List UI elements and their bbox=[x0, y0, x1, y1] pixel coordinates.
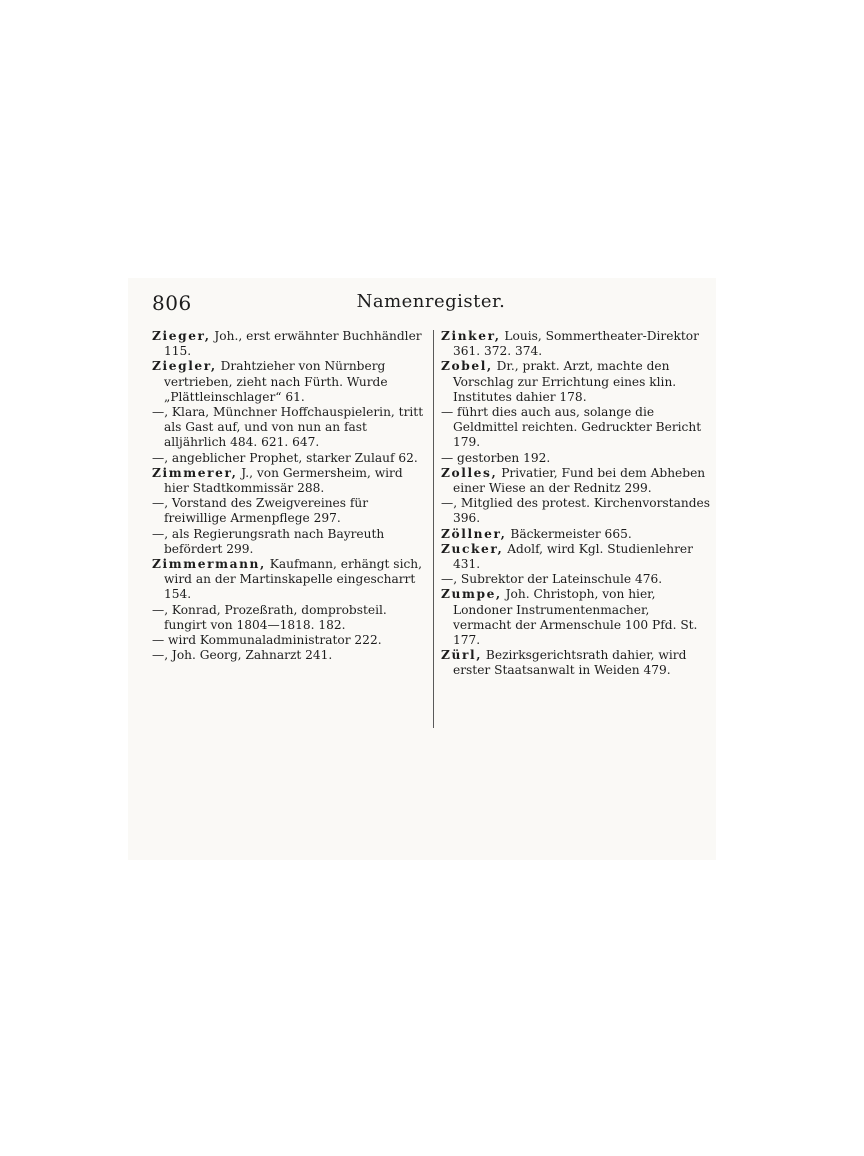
index-entry bbox=[441, 405, 711, 451]
index-entry bbox=[441, 359, 711, 405]
entry-text: Adolf, wird Kgl. Studienlehrer 431. bbox=[453, 541, 693, 572]
index-entry bbox=[152, 648, 426, 663]
entry-text: —, Vorstand des Zweigvereines für freiwillige Armenpflege 297. bbox=[152, 496, 369, 526]
entry-headword: Zumpe, bbox=[441, 587, 502, 602]
column-divider bbox=[433, 330, 434, 728]
entry-text: Dr., prakt. Arzt, machte den Vorschlag zur Errichtung eines klin. Institutes dahier 178. bbox=[453, 359, 677, 404]
entry-text: Louis, Sommertheater-Direktor 361. 372. 374. bbox=[453, 329, 699, 359]
entry-text: Joh. Christoph, von hier, Londoner Instrumentenmacher, vermacht der Armenschule 100 Pfd. St. 177. bbox=[453, 587, 698, 648]
entry-text: J., von Germersheim, wird hier Stadtkommissär 288. bbox=[164, 465, 403, 496]
entry-text: —, Klara, Münchner Hoffchauspielerin, tritt als Gast auf, und von nun an fast alljährlich 484. 621. 647. bbox=[152, 405, 424, 450]
index-entry bbox=[152, 603, 426, 633]
running-head: Namenregister. bbox=[356, 291, 506, 312]
entry-text: Joh., erst erwähnter Buchhändler 115. bbox=[164, 329, 422, 359]
index-entry bbox=[441, 542, 711, 572]
entry-text: — führt dies auch aus, solange die Geldmittel reichten. Gedruckter Bericht 179. bbox=[441, 405, 702, 450]
index-entry bbox=[441, 496, 711, 526]
index-entry bbox=[152, 405, 426, 451]
entry-text: —, als Regierungsrath nach Bayreuth befördert 299. bbox=[152, 526, 385, 556]
entry-text: —, Mitglied des protest. Kirchenvorstandes 396. bbox=[441, 496, 710, 526]
index-entry bbox=[441, 466, 711, 496]
index-entry bbox=[152, 329, 426, 359]
entry-text: —, angeblicher Prophet, starker Zulauf 62. bbox=[152, 450, 418, 465]
entry-text: — gestorben 192. bbox=[441, 450, 551, 465]
right-column bbox=[441, 329, 711, 679]
index-entry bbox=[441, 572, 711, 587]
index-entry bbox=[152, 466, 426, 496]
index-entry bbox=[152, 557, 426, 603]
entry-text: Drahtzieher von Nürnberg vertrieben, zieht nach Fürth. Wurde „Plättleinschlager“ 61. bbox=[164, 359, 388, 404]
entry-text: Bezirksgerichtsrath dahier, wird erster Staatsanwalt in Weiden 479. bbox=[453, 648, 687, 678]
index-entry bbox=[441, 329, 711, 359]
entry-text: Kaufmann, erhängt sich, wird an der Martinskapelle eingescharrt 154. bbox=[164, 557, 423, 602]
index-entry bbox=[152, 633, 426, 648]
entry-headword: Ziegler, bbox=[152, 359, 217, 374]
entry-text: Privatier, Fund bei dem Abheben einer Wiese an der Rednitz 299. bbox=[453, 465, 706, 496]
entry-text: —, Konrad, Prozeßrath, domprobsteil. fungirt von 1804—1818. 182. bbox=[152, 602, 387, 632]
index-entry bbox=[441, 527, 711, 542]
entry-headword: Zürl, bbox=[441, 648, 483, 663]
entry-text: Bäckermeister 665. bbox=[506, 526, 632, 541]
entry-text: —, Joh. Georg, Zahnarzt 241. bbox=[152, 648, 333, 663]
index-entry bbox=[441, 648, 711, 678]
entry-headword: Zimmermann, bbox=[152, 557, 266, 572]
entry-headword: Zobel, bbox=[441, 359, 493, 374]
left-column bbox=[152, 329, 426, 663]
index-entry bbox=[152, 496, 426, 526]
entry-headword: Zucker, bbox=[441, 541, 504, 556]
index-entry bbox=[441, 587, 711, 648]
index-entry bbox=[441, 451, 711, 466]
entry-headword: Zinker, bbox=[441, 329, 501, 343]
entry-text: —, Subrektor der Lateinschule 476. bbox=[441, 572, 663, 587]
index-entry bbox=[152, 451, 426, 466]
entry-headword: Zieger, bbox=[152, 329, 211, 343]
index-entry bbox=[152, 359, 426, 405]
entry-text: — wird Kommunaladministrator 222. bbox=[152, 633, 382, 648]
entry-headword: Zolles, bbox=[441, 465, 498, 480]
index-entry bbox=[152, 527, 426, 557]
page-number: 806 bbox=[152, 291, 192, 315]
page-header bbox=[152, 291, 710, 317]
entry-headword: Zöllner, bbox=[441, 526, 507, 541]
entry-headword: Zimmerer, bbox=[152, 465, 238, 480]
